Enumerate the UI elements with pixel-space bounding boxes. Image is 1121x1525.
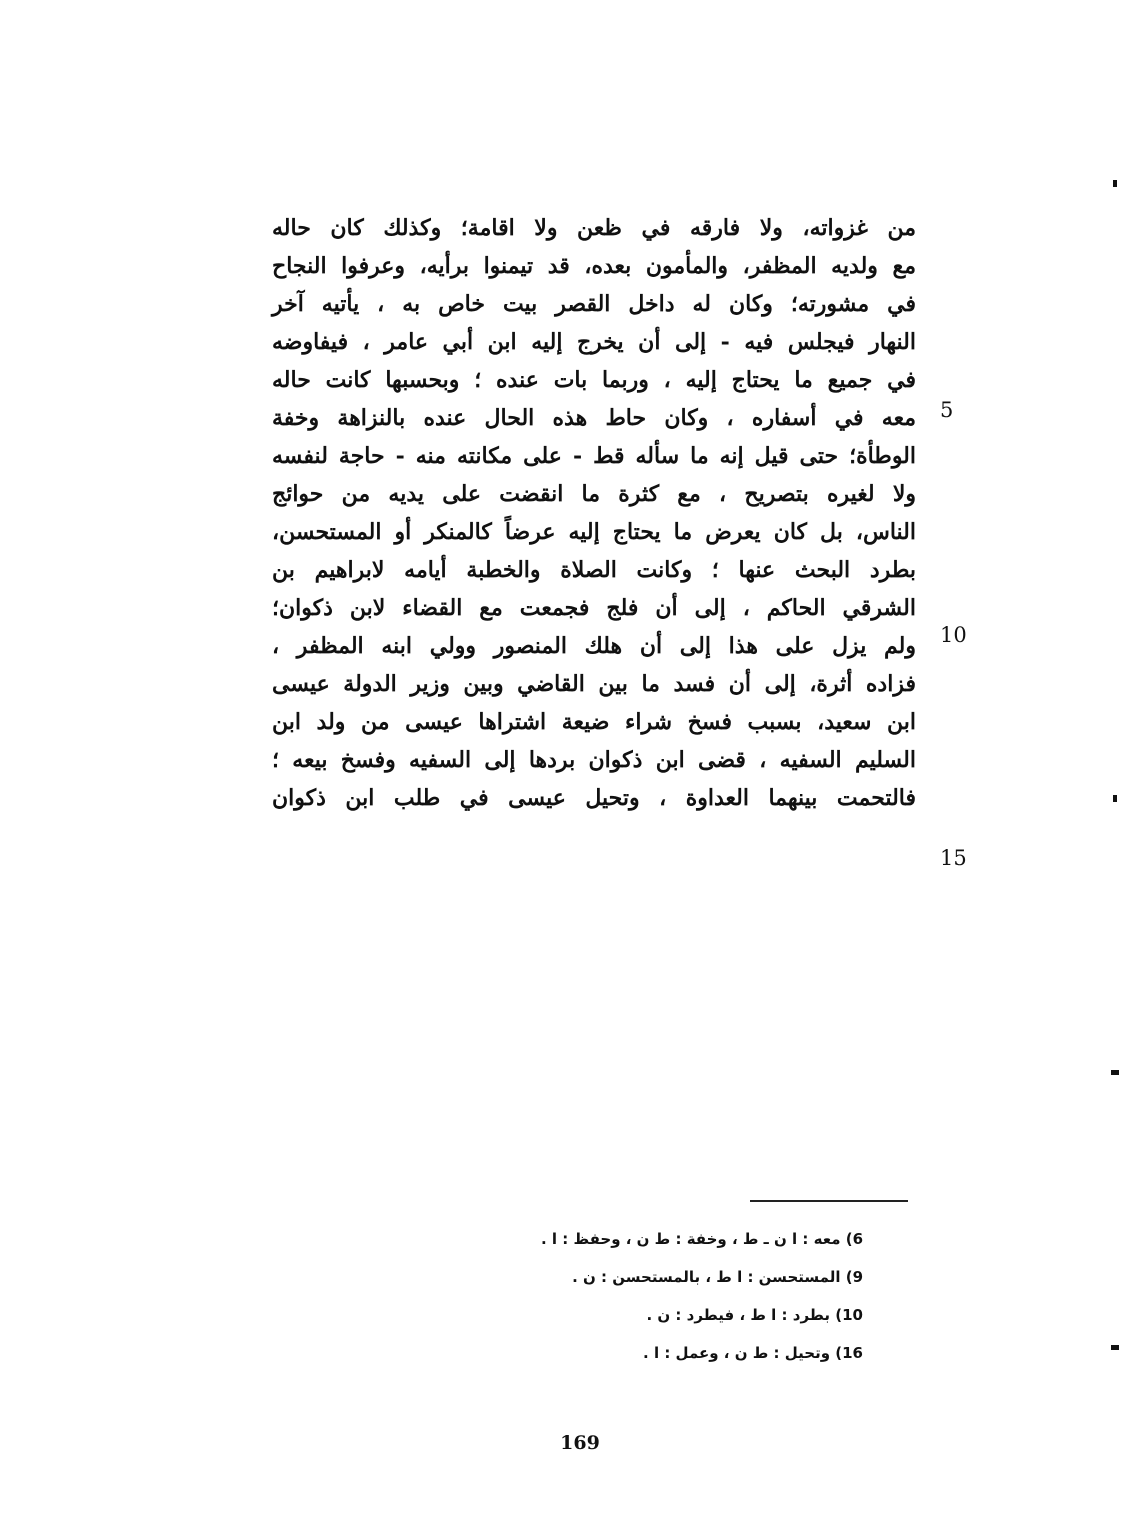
footnote-4: 16) وتحيل : ط ن ، وعمل : ا . <box>643 1344 863 1362</box>
text-line-14: ابن سعيد، بسبب فسخ شراء ضيعة اشتراها عيسى من ولد ابن <box>272 709 916 735</box>
scan-edge-mark <box>1113 795 1117 802</box>
scan-edge-mark <box>1113 180 1117 187</box>
text-line-16: فالتحمت بينهما العداوة ، وتحيل عيسى في طلب ابن ذكوان <box>272 785 916 811</box>
text-line-12: ولم يزل على هذا إلى أن هلك المنصور وولي ابنه المظفر ، <box>272 633 916 659</box>
text-line-8: ولا لغيره بتصريح ، مع كثرة ما انقضت على يديه من حوائج <box>272 481 916 507</box>
text-line-3: في مشورته؛ وكان له داخل القصر بيت خاص به ، يأتيه آخر <box>272 291 916 317</box>
text-line-2: مع ولديه المظفر، والمأمون بعده، قد تيمنوا برأيه، وعرفوا النجاح <box>272 253 916 279</box>
line-number-10: 10 <box>940 623 967 647</box>
text-line-10: بطرد البحث عنها ؛ وكانت الصلاة والخطبة أيامه لابراهيم بن <box>272 557 916 583</box>
page-number: 169 <box>560 1432 600 1454</box>
line-number-15: 15 <box>940 846 967 870</box>
footnote-separator <box>750 1200 908 1202</box>
text-line-1: من غزواته، ولا فارقه في ظعن ولا اقامة؛ وكذلك كان حاله <box>272 215 916 241</box>
text-line-5: في جميع ما يحتاج إليه ، وربما بات عنده ؛ وبحسبها كانت حاله <box>272 367 916 393</box>
text-line-9: الناس، بل كان يعرض ما يحتاج إليه عرضاً كالمنكر أو المستحسن، <box>272 519 916 545</box>
footnote-3: 10) بطرد : ا ط ، فيطرد : ن . <box>646 1306 863 1324</box>
text-line-7: الوطأة؛ حتى قيل إنه ما سأله قط - على مكانته منه - حاجة لنفسه <box>272 443 916 469</box>
text-line-13: فزاده أثرة، إلى أن فسد ما بين القاضي وبين وزير الدولة عيسى <box>272 671 916 697</box>
text-line-4: النهار فيجلس فيه - إلى أن يخرج إليه ابن أبي عامر ، فيفاوضه <box>272 329 916 355</box>
footnote-1: 6) معه : ا ن ـ ط ، وخفة : ط ن ، وحفظ : ا . <box>541 1230 863 1248</box>
text-line-6: معه في أسفاره ، وكان حاط هذه الحال عنده بالنزاهة وخفة <box>272 405 916 431</box>
scan-edge-mark <box>1111 1070 1119 1075</box>
text-line-15: السليم السفيه ، قضى ابن ذكوان بردها إلى السفيه وفسخ بيعه ؛ <box>272 747 916 773</box>
footnote-2: 9) المستحسن : ا ط ، بالمستحسن : ن . <box>572 1268 863 1286</box>
line-number-5: 5 <box>940 398 954 422</box>
text-line-11: الشرقي الحاكم ، إلى أن فلج فجمعت مع القضاء لابن ذكوان؛ <box>272 595 916 621</box>
scan-edge-mark <box>1111 1345 1119 1350</box>
